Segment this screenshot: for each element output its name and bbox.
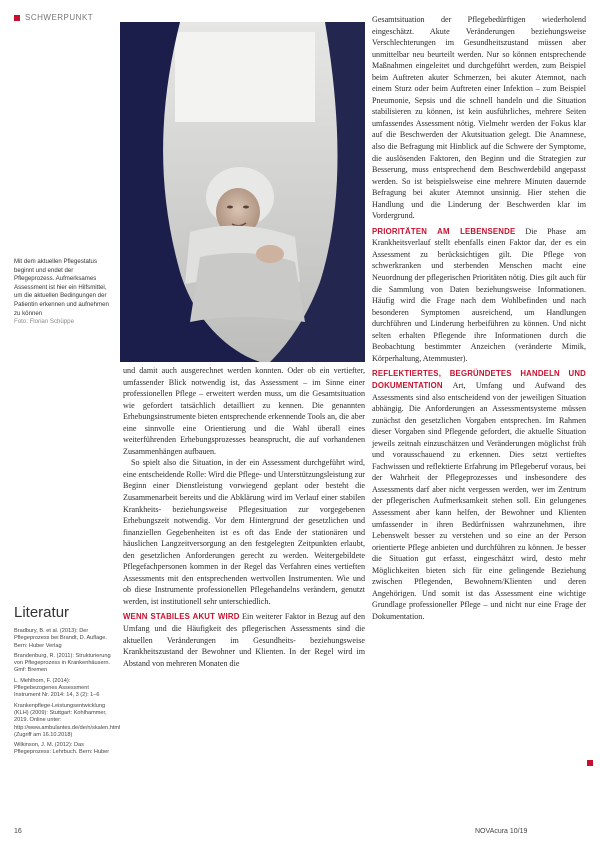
page-number: 16 xyxy=(14,828,22,835)
photo-illustration xyxy=(120,22,365,362)
photo-caption xyxy=(14,258,114,327)
right-column xyxy=(372,14,586,622)
subheading-stable: WENN STABILES AKUT WIRD xyxy=(123,612,240,622)
section-label: SCHWERPUNKT xyxy=(25,13,94,22)
literature-entry: Brandenburg, R. (2011): Strukturierung von Pflegeprozess in Krankenhäusern. Gmf: Bremen xyxy=(14,652,111,674)
literature-entry: Bradbury, B. et al. (2013): Der Pflegeprozess bei Brandt, D. Auflage. Bern: Huber Verlag xyxy=(14,628,107,649)
patient-photo xyxy=(120,22,365,362)
literature-list xyxy=(14,628,121,760)
literature-heading: Literatur xyxy=(14,604,70,621)
literature-entry: L. Mehlhorn, F. (2014): Pflegebezogenes Assessment Instrument Nr. 2014: 14, 3 (2): 1–6 xyxy=(14,677,100,699)
section-marker-icon xyxy=(14,15,20,21)
paragraph: So spielt also die Situation, in der ein Assessment durchgeführt wird, eine entscheidende Rolle: Wird die Pflege- und Unterstützungsleistung zur Beginn einer Dienstleistung vorwiegend geplant oder besteht die Zusammenarbeit bereits und die Abklärung wird im Verlauf einer stabilen Krankheits- beziehungsweise Pflegesituation zur vorgegebenen Erhebungszeit notwendig. Vor dem Hintergrund der gesetzlichen und finanziellen Gegebenheiten ist es oft das Ende der stationären und häuslichen Langzeitversorgung an den festgelegten Zeitpunkten erlaubt, den gesetzlichen Anforderungen gerecht zu werden. Weitergebildete Pflegefachpersonen kommen in der Regel das Verfahren eines vertieften Assessments mit den entsprechenden wertvollen Instrumenten. Wie und ob diese Instrumente professionellen Pflegehandelns verändern, genutzt werden, ist institutionell sehr unterschiedlich. xyxy=(123,458,365,606)
paragraph-end-text: Die Phase am Krankheitsverlauf stellt ebenfalls einen Faktor dar, der es ein Assessment zu berücksichtigen gilt. Die Pflege von schwerkranken und sterbenden Menschen macht eine Neuordnung der pflegerischen Prioritäten nötig. Dies gilt auch für die Sammlung von Daten beziehungsweise Informationen. Häufig wird die Frage nach dem Wohlbefinden und nach besonderen Symptomen ausreichend, um Handlungen durchführen und Linderung herbeiführen zu können. Und nicht selten erhalten Pflegende ihre Informationen durch die Beobachtung bestimmter Anzeichen (veränderte Mimik, Körperhaltung, Atemmuster). xyxy=(372,226,586,363)
end-marker-icon xyxy=(587,760,593,766)
paragraph-reflect xyxy=(372,368,586,622)
paragraph-end xyxy=(372,226,586,365)
paragraph: Gesamtsituation der Pflegebedürftigen wiederholend eingeschätzt. Akute Veränderungen beziehungsweise Verschlechterungen im Gesundheitszustand müssen aber unmittelbar neu beurteilt werden. Nur so können entsprechende Maßnahmen eingeleitet und durchgeführt werden, zum Beispiel beim Auftreten akuter Schmerzen, bei akuter Atemnot, nach einem Sturz oder beim Auftreten einer Infektion – zum Beispiel Pneumonie, Sepsis und die schnell handeln und die Situation stabilisieren zu können, ist kein ausführliches, mehrere Seiten umfassendes Assessment nötig. Vielmehr werden der Fokus klar auf die Beschwerden der Akutsituation gelegt. Die Anamnese, also die Befragung mit Hinblick auf die Schwere der Symptome, die auslösenden Faktoren, den Beginn und die Strategien zur Besserung, muss entsprechend dem Beschwerdebild angepasst werden. So ist beispielsweise eine mehrere Minuten dauernde Befragung bei akuter Atemnot unsinnig. Hier stehen die Handlung und die Linderung der Beschwerden klar im Vordergrund. xyxy=(372,15,586,221)
literature-entry: Wilkinson, J. M. (2012): Das Pflegeprozess: Lehrbuch. Bern: Huber xyxy=(14,742,110,756)
journal-name: NOVAcura 10/19 xyxy=(475,828,528,835)
paragraph-stable-text: Ein weiterer Faktor in Bezug auf den Umfang und die Häufigkeit des pflegerischen Assessments sind die aktuellen Veränderungen im Gesundheits- beziehungsweise Krankheitszustand der Bewohner und Klienten. In der Regel wird im Abstand von mehreren Monaten die xyxy=(123,612,366,668)
caption-text: Mit dem aktuellen Pflegestatus beginnt und endet der Pflegeprozess. Aufmerksames Assessment ist hier ein Hilfsmittel, um die aktuellen Bedingungen der Patientin erkennen und aufnehmen zu können xyxy=(14,258,109,317)
subheading-reflect: REFLEKTIERTES, BEGRÜNDETES HANDELN UND DOKUMENTATION xyxy=(372,369,586,390)
section-header xyxy=(14,13,93,22)
subheading-end: PRIORITÄTEN AM LEBENSENDE xyxy=(372,226,516,236)
paragraph-reflect-text: Art, Umfang und Aufwand des Assessments sind also entscheidend von der jeweiligen Situation abhängig. Die Anforderungen an Assessmentsysteme müssen zunächst den gesetzlichen Vorgaben entsprechen. Im Rahmen dieser Vorgaben sind Pflegende gefordert, die aktuelle Situation jeweils zeitnah einzuschätzen und Veränderungen möglichst früh und vorausschauend zu erkennen. Dies setzt vertieftes Fachwissen und reflektierte Erfahrung im Pflegeberuf voraus, bei der Wahrheit der Pflegeprozesses und insbesondere des Assessments darf aber nicht vergessen werden, wer im Zentrum der pflegerischen Aufmerksamkeit stehen soll. Ein gelungenes Assessment aber kann helfen, der Bewohner und Klienten umfassender in ihren Bedürfnissen wahrzunehmen, ihre Lebenswelt besser zu verstehen und so eine an der Person orientierte Pflege anbieten und durchführen zu können. Je besser die Situation gut erfasst, eingeschätzt wird, desto mehr Möglichkeiten bieten sich für eine gelingende Beziehung zwischen Pflegenden, Bewohnern/Klienten und deren Angehörigen. Und somit ist das Assessment eine wichtige Grundlage professioneller Pflege – und nicht nur eine Frage der Dokumentation. xyxy=(372,380,586,621)
paragraph: und damit auch ausgerechnet werden konnten. Oder ob ein vertiefter, umfassender Blick notwendig ist, das Assessment – im Sinne einer professionellen Pflege – erweitert werden muss, um die Gesamtsituation wie gefordert tatsächlich detailliert zu kennen. Die genannten Erhebungsinstrumente bieten entsprechende erkennende Tools an, die aber eine sinnvolle eine Orientierung und die Wahl überall eines weiterführenden Erhebungsprozesses beansprucht, die auf vorhandenen Zusammenhängen aufbauen. xyxy=(123,366,365,456)
caption-credit: Foto: Florian Schüppe xyxy=(14,318,74,326)
middle-column xyxy=(123,365,365,669)
paragraph-stable xyxy=(123,611,365,669)
literature-entry: Krankenpflege-Leistungsentwicklung (KLH) (2009): Stuttgart: Kohlhammer, 2019. Online unter: http://www.ambulantes.de/de/n/skalen.html (Zugriff am 16.10.2018) xyxy=(14,702,121,738)
